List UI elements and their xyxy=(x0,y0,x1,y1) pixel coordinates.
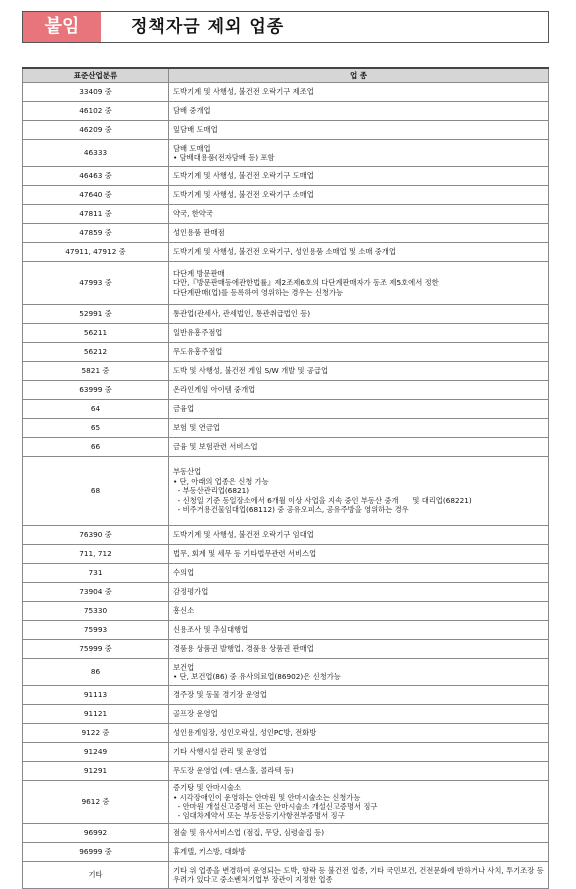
table-row xyxy=(23,186,549,205)
industry-code-cell: 33409 중 xyxy=(23,83,169,102)
description-line: 경품용 상품권 발행업, 경품용 상품권 판매업 xyxy=(173,644,314,654)
industry-description-cell xyxy=(169,262,549,305)
description-line: - 안마원 개설신고증명서 또는 안마시술소 개설신고증명서 징구 xyxy=(173,802,378,811)
description-line: 수의업 xyxy=(173,568,195,578)
description-line: 도박기계 및 사행성, 불건전 오락기구 임대업 xyxy=(173,530,314,540)
description-line: 흥신소 xyxy=(173,606,195,616)
industry-code-cell: 86 xyxy=(23,659,169,686)
description-line: 보험 및 연금업 xyxy=(173,423,220,433)
industry-code-cell: 96999 중 xyxy=(23,843,169,862)
industry-code-cell: 91113 xyxy=(23,686,169,705)
description-line: 성인용게임장, 성인오락실, 성인PC방, 전화방 xyxy=(173,728,317,738)
description-line: - 신청일 기준 동일장소에서 6개월 이상 사업을 지속 중인 부동산 중개 및 대리업(68221) xyxy=(173,495,472,505)
table-row xyxy=(23,705,549,724)
description-line: • 시각장애인이 운영하는 안마원 및 안마시술소는 신청가능 xyxy=(173,792,361,802)
industry-description-cell xyxy=(169,583,549,602)
industry-description-cell xyxy=(169,526,549,545)
industry-code-cell: 46463 중 xyxy=(23,167,169,186)
table-row xyxy=(23,862,549,889)
table-row xyxy=(23,305,549,324)
description-line: 부동산업 xyxy=(173,467,202,477)
industry-code-cell: 기타 xyxy=(23,862,169,889)
industry-code-cell: 75330 xyxy=(23,602,169,621)
industry-description-cell xyxy=(169,545,549,564)
industry-code-cell: 91249 xyxy=(23,743,169,762)
industry-description-cell xyxy=(169,564,549,583)
table-row xyxy=(23,686,549,705)
column-header-code: 표준산업분류 xyxy=(23,68,169,83)
description-line: 다단계판매(업)를 등록하여 영위하는 경우는 신청가능 xyxy=(173,287,344,297)
table-row xyxy=(23,526,549,545)
column-header-industry: 업 종 xyxy=(169,68,549,83)
table-row xyxy=(23,400,549,419)
description-line: 일반유흥주점업 xyxy=(173,328,223,338)
industry-code-cell: 47993 중 xyxy=(23,262,169,305)
industry-code-cell: 56211 xyxy=(23,324,169,343)
table-row xyxy=(23,743,549,762)
industry-code-cell: 5821 중 xyxy=(23,362,169,381)
industry-description-cell xyxy=(169,224,549,243)
table-row xyxy=(23,83,549,102)
description-line: • 단, 아래의 업종은 신청 가능 xyxy=(173,476,269,486)
description-line: - 비주거용건물임대업(68112) 중 공유오피스, 공유주방을 영위하는 경우 xyxy=(173,505,409,515)
table-row xyxy=(23,843,549,862)
description-line: • 단, 보건업(86) 중 유사의료업(86902)은 신청가능 xyxy=(173,672,341,681)
table-row xyxy=(23,102,549,121)
industry-description-cell xyxy=(169,705,549,724)
industry-code-cell: 65 xyxy=(23,419,169,438)
table-row xyxy=(23,324,549,343)
description-line: 무도장 운영업 (예: 댄스홀, 콜라텍 등) xyxy=(173,766,294,776)
industry-code-cell: 9122 중 xyxy=(23,724,169,743)
industry-description-cell xyxy=(169,83,549,102)
description-line: 기타 위 업종을 변경하여 운영되는 도박, 향락 등 불건전 업종, 기타 국민보건, 건전문화에 반하거나 사치, 투기조장 등 우려가 있다고 중소벤처기업부 장관이 지정한 업종 xyxy=(173,865,544,884)
industry-description-cell xyxy=(169,724,549,743)
industry-description-cell xyxy=(169,381,549,400)
industry-code-cell: 64 xyxy=(23,400,169,419)
industry-code-cell: 47640 중 xyxy=(23,186,169,205)
industry-description-cell xyxy=(169,457,549,526)
description-line: 금융 및 보험관련 서비스업 xyxy=(173,442,258,452)
page-header xyxy=(22,11,549,43)
table-row xyxy=(23,621,549,640)
description-line: 통관업(관세사, 관세법인, 통관취급법인 등) xyxy=(173,309,311,319)
industry-description-cell xyxy=(169,243,549,262)
table-row xyxy=(23,205,549,224)
industry-description-cell xyxy=(169,843,549,862)
industry-code-cell: 47859 중 xyxy=(23,224,169,243)
table-row xyxy=(23,167,549,186)
industry-description-cell xyxy=(169,167,549,186)
table-row xyxy=(23,343,549,362)
description-line: - 부동산관리업(6821) xyxy=(173,486,250,496)
description-line: 잎담배 도매업 xyxy=(173,125,218,135)
industry-description-cell xyxy=(169,602,549,621)
description-line: 신용조사 및 추심대행업 xyxy=(173,625,249,635)
description-line: 담배 도매업 xyxy=(173,143,211,153)
industry-code-cell: 75993 xyxy=(23,621,169,640)
description-line: 도박기계 및 사행성, 불건전 오락기구, 성인용품 소매업 및 소매 중개업 xyxy=(173,247,396,257)
industry-description-cell xyxy=(169,862,549,889)
industry-description-cell xyxy=(169,686,549,705)
industry-description-cell xyxy=(169,121,549,140)
industry-code-cell: 66 xyxy=(23,438,169,457)
industry-code-cell: 91121 xyxy=(23,705,169,724)
industry-description-cell xyxy=(169,743,549,762)
description-line: • 담배대용품(전자담배 등) 포함 xyxy=(173,153,275,162)
industry-code-cell: 9612 중 xyxy=(23,781,169,824)
description-line: 약국, 한약국 xyxy=(173,209,213,219)
industry-code-cell: 56212 xyxy=(23,343,169,362)
description-line: 도박기계 및 사행성, 불건전 오락기구 소매업 xyxy=(173,190,314,200)
description-line: 휴게텔, 키스방, 대화방 xyxy=(173,847,246,857)
description-line: 온라인게임 아이템 중개업 xyxy=(173,385,256,395)
table-row xyxy=(23,140,549,167)
industry-code-cell: 46209 중 xyxy=(23,121,169,140)
industry-code-cell: 91291 xyxy=(23,762,169,781)
table-row xyxy=(23,564,549,583)
table-row xyxy=(23,381,549,400)
table-row xyxy=(23,545,549,564)
description-line: 도박기계 및 사행성, 불건전 오락기구 제조업 xyxy=(173,87,314,97)
table-header-row xyxy=(23,68,549,83)
industry-description-cell xyxy=(169,824,549,843)
industry-description-cell xyxy=(169,343,549,362)
description-line: 다만,『방문판매등에관한법률』제2조제6호의 다단계판매자가 동조 제5호에서 정한 xyxy=(173,278,439,288)
industry-code-cell: 711, 712 xyxy=(23,545,169,564)
table-row xyxy=(23,243,549,262)
description-line: 점술 및 유사서비스업 (점집, 무당, 심령술집 등) xyxy=(173,828,325,838)
table-row xyxy=(23,781,549,824)
table-row xyxy=(23,640,549,659)
table-row xyxy=(23,602,549,621)
industry-code-cell: 46333 xyxy=(23,140,169,167)
industry-code-cell: 96992 xyxy=(23,824,169,843)
description-line: - 임대차계약서 또는 부동산등기사항전부증명서 징구 xyxy=(173,811,345,821)
industry-description-cell xyxy=(169,205,549,224)
industry-code-cell: 47911, 47912 중 xyxy=(23,243,169,262)
industry-description-cell xyxy=(169,305,549,324)
page-title: 정책자금 제외 업종 xyxy=(131,17,285,37)
excluded-industries-table xyxy=(22,67,549,889)
industry-description-cell xyxy=(169,781,549,824)
description-line: 골프장 운영업 xyxy=(173,709,218,719)
industry-description-cell xyxy=(169,621,549,640)
industry-description-cell xyxy=(169,762,549,781)
industry-description-cell xyxy=(169,419,549,438)
description-line: 성인용품 판매점 xyxy=(173,228,225,238)
description-line: 무도유흥주점업 xyxy=(173,347,223,357)
industry-code-cell: 76390 중 xyxy=(23,526,169,545)
industry-description-cell xyxy=(169,640,549,659)
attachment-badge: 붙임 xyxy=(23,12,101,42)
industry-code-cell: 47811 중 xyxy=(23,205,169,224)
table-row xyxy=(23,224,549,243)
industry-description-cell xyxy=(169,324,549,343)
industry-description-cell xyxy=(169,140,549,167)
table-row xyxy=(23,583,549,602)
industry-code-cell: 46102 중 xyxy=(23,102,169,121)
industry-code-cell: 68 xyxy=(23,457,169,526)
industry-code-cell: 73904 중 xyxy=(23,583,169,602)
industry-description-cell xyxy=(169,400,549,419)
description-line: 경주장 및 동물 경기장 운영업 xyxy=(173,690,267,700)
description-line: 감정평가업 xyxy=(173,587,209,597)
description-line: 도박 및 사행성, 불건전 게임 S/W 개발 및 공급업 xyxy=(173,366,329,376)
description-line: 법무, 회계 및 세무 등 기타법무관련 서비스업 xyxy=(173,549,317,559)
industry-description-cell xyxy=(169,102,549,121)
description-line: 담배 중개업 xyxy=(173,106,211,116)
description-line: 금융업 xyxy=(173,404,195,414)
description-line: 증기탕 및 안마시술소 xyxy=(173,783,242,793)
table-row xyxy=(23,438,549,457)
description-line: 다단계 방문판매 xyxy=(173,268,225,278)
description-line: 기타 사행시설 관리 및 운영업 xyxy=(173,747,267,757)
table-row xyxy=(23,659,549,686)
table-row xyxy=(23,362,549,381)
industry-description-cell xyxy=(169,186,549,205)
description-line: 도박기계 및 사행성, 불건전 오락기구 도매업 xyxy=(173,171,314,181)
table-row xyxy=(23,262,549,305)
table-row xyxy=(23,762,549,781)
industry-code-cell: 731 xyxy=(23,564,169,583)
table-row xyxy=(23,121,549,140)
description-line: 보건업 xyxy=(173,662,195,672)
industry-code-cell: 75999 중 xyxy=(23,640,169,659)
industry-code-cell: 52991 중 xyxy=(23,305,169,324)
industry-description-cell xyxy=(169,362,549,381)
industry-description-cell xyxy=(169,659,549,686)
table-row xyxy=(23,457,549,526)
table-body xyxy=(23,83,549,889)
table-row xyxy=(23,419,549,438)
industry-code-cell: 63999 중 xyxy=(23,381,169,400)
table-row xyxy=(23,824,549,843)
table-row xyxy=(23,724,549,743)
industry-description-cell xyxy=(169,438,549,457)
